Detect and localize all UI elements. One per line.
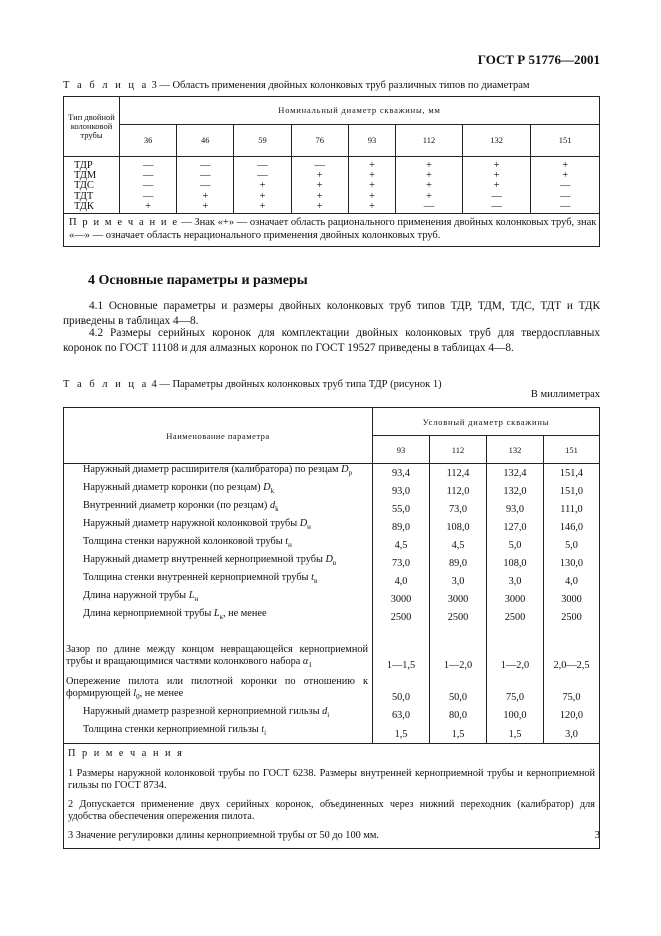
table4-cell: 3000 [544, 590, 600, 608]
table3-cell: — [142, 170, 154, 182]
table3-cell: — [491, 200, 502, 212]
table3-type-names [64, 157, 120, 214]
param-symbol: D [263, 482, 271, 494]
table-row [64, 572, 600, 590]
table4-cell: 112,4 [430, 464, 487, 483]
table3-diameter-header: 132 [462, 125, 530, 157]
table4-cell: 2500 [544, 608, 600, 626]
table4-param-name [64, 590, 373, 608]
paragraph-4-1: 4.1 Основные параметры и размеры двойных колонковых труб типов ТДР, ТДМ, ТДС, ТДТ и ТДК приведены в таблицах 4—8. [63, 300, 600, 327]
table4-caption-text: 4 — Параметры двойных колонковых труб типа ТДР (рисунок 1) [151, 379, 442, 390]
table4-cell: 50,0 [430, 674, 487, 706]
table4-cell: 4,0 [544, 572, 600, 590]
table-row [64, 500, 600, 518]
table4-cell: 73,0 [430, 500, 487, 518]
table4-cell: 93,0 [373, 482, 430, 500]
table3-cell: + [202, 200, 209, 212]
table4-cell: 132,4 [487, 464, 544, 483]
table4-cell: 1,5 [373, 724, 430, 743]
table3-caption [63, 80, 530, 91]
table-row [64, 590, 600, 608]
table3-cell: — [314, 160, 325, 171]
table4-cell: 4,5 [373, 536, 430, 554]
table3-cell: + [145, 200, 152, 212]
table3-cell: + [259, 200, 266, 212]
table3-value-column [291, 157, 348, 214]
table3-caption-text: 3 — Область применения двойных колонковых труб различных типов по диаметрам [151, 80, 530, 91]
table4-param-name [64, 674, 373, 706]
table4-param-name [64, 536, 373, 554]
table3-note-prefix: П р и м е ч а н и е [69, 217, 179, 229]
table3-value-column [177, 157, 234, 214]
param-symbol: l [133, 688, 137, 700]
param-symbol: D [341, 464, 349, 475]
table4-cell: 1,5 [430, 724, 487, 743]
table3-type-name: ТДС [74, 180, 94, 192]
table4-param-name [64, 608, 373, 626]
table4-cell: 75,0 [487, 674, 544, 706]
table3-type-name: ТДК [74, 200, 94, 212]
table3-cell: + [493, 180, 500, 192]
table-row [64, 536, 600, 554]
param-symbol: L [213, 608, 220, 620]
table4-cell: 1,5 [487, 724, 544, 743]
param-symbol-subscript: к [219, 613, 223, 622]
param-symbol-subscript: 1 [308, 661, 312, 670]
table4-cell: 108,0 [430, 518, 487, 536]
table3-diameter-header: 93 [348, 125, 395, 157]
param-label: Внутренний диаметр коронки (по резцам) [83, 500, 268, 512]
table4-cell: 5,0 [487, 536, 544, 554]
table3-diameter-group-header: Номинальный диаметр скважины, мм [120, 97, 600, 125]
table3-value-column [234, 157, 291, 214]
table4-cell: 1—2,0 [430, 626, 487, 674]
table3-cell: — [142, 180, 154, 192]
param-symbol-subscript: н [288, 541, 292, 550]
table3-type-name: ТДТ [74, 190, 94, 202]
table3-cell: + [562, 170, 569, 182]
param-suffix: , не менее [139, 688, 184, 700]
table3-cell: + [368, 190, 375, 202]
table4-cell: 2500 [373, 608, 430, 626]
table3-value-column [462, 157, 530, 214]
param-label: Наружный диаметр расширителя (калибратора) по резцам [83, 464, 339, 475]
table4-param-name [64, 572, 373, 590]
table3-cell: — [423, 200, 435, 212]
table3-cell: — [142, 190, 154, 202]
table4-cell: 132,0 [487, 482, 544, 500]
table3-cell: + [426, 190, 432, 202]
table4-cell: 73,0 [373, 554, 430, 572]
param-symbol-subscript: н [307, 523, 311, 532]
param-label: Длина наружной трубы [83, 590, 187, 602]
table-row [64, 706, 600, 724]
table3-cell: + [259, 190, 266, 202]
table3-cell: + [562, 160, 569, 171]
table3-value-column [348, 157, 395, 214]
table3-cell: + [368, 170, 375, 182]
table3-cell: — [200, 180, 211, 192]
table4-cell: 5,0 [544, 536, 600, 554]
param-label: Толщина стенки наружной колонковой трубы [83, 536, 283, 548]
table3-cell: + [426, 170, 432, 182]
table4-cell: 93,4 [373, 464, 430, 483]
table3-type-name: ТДМ [74, 170, 97, 182]
table4-param-name [64, 554, 373, 572]
table4-cell: 4,0 [373, 572, 430, 590]
table4-cell: 80,0 [430, 706, 487, 724]
table4-cell: 146,0 [544, 518, 600, 536]
table-row [64, 464, 600, 483]
table3-type-name: ТДР [74, 160, 93, 171]
table4-caption-prefix: Т а б л и ц а [63, 379, 149, 390]
table4-param-name [64, 706, 373, 724]
param-label: Наружный диаметр наружной колонковой трубы [83, 518, 298, 530]
table-row [64, 482, 600, 500]
table-row [64, 554, 600, 572]
table3-diameter-header: 46 [177, 125, 234, 157]
table4-cell: 2500 [487, 608, 544, 626]
param-symbol: α [302, 656, 309, 668]
param-symbol-subscript: 0 [136, 693, 140, 702]
table4-cell: 2500 [430, 608, 487, 626]
table4-cell: 112,0 [430, 482, 487, 500]
param-symbol: D [299, 518, 308, 530]
table3-cell: — [142, 160, 154, 171]
param-symbol: t [285, 536, 289, 548]
table4-param-name [64, 724, 373, 743]
table4-cell: 151,0 [544, 482, 600, 500]
table3-cell: + [316, 180, 323, 192]
table4-cell: 108,0 [487, 554, 544, 572]
param-label: Зазор по длине между концом невращающейся керноприемной трубы и вращающимися частями колонкового набора [66, 644, 368, 668]
param-symbol: d [322, 706, 328, 718]
param-symbol-subscript: i [327, 711, 330, 720]
table4-cell: 75,0 [544, 674, 600, 706]
table3-cell: — [559, 200, 571, 212]
table3-cell: + [493, 160, 500, 171]
table-row [64, 626, 600, 674]
table3 [63, 96, 600, 247]
page-number: 3 [594, 829, 600, 841]
table4-notes [64, 743, 600, 848]
table4-diameter-header: 132 [487, 436, 544, 464]
param-label: Толщина стенки внутренней керноприемной трубы [83, 572, 309, 584]
table4-cell: 130,0 [544, 554, 600, 572]
table4-diameter-group-header: Условный диаметр скважины [373, 408, 600, 436]
table4-cell: 100,0 [487, 706, 544, 724]
table3-cell: + [259, 180, 266, 192]
table4-cell: 151,4 [544, 464, 600, 483]
table3-type-header: Тип двойной колонковой трубы [64, 97, 120, 157]
table4-note-1: 1 Размеры наружной колонковой трубы по ГОСТ 6238. Размеры внутренней керноприемной трубы и керноприемной гильзы по ГОСТ 8734. [68, 767, 595, 791]
table3-diameter-header: 59 [234, 125, 291, 157]
table3-cell: + [316, 200, 323, 212]
paragraph-4-2: 4.2 Размеры серийных коронок для комплектации двойных колонковых труб для твердосплавных коронок по ГОСТ 11108 и для алмазных коронок по ГОСТ 19527 приведены в таблицах 4—8. [63, 327, 600, 354]
table3-value-column [120, 157, 177, 214]
param-symbol-subscript: k [275, 505, 279, 514]
param-symbol: t [261, 724, 265, 736]
table3-cell: — [200, 170, 211, 182]
param-label: Толщина стенки керноприемной гильзы [83, 724, 259, 736]
table4-param-name [64, 464, 373, 483]
table4-name-header: Наименование параметра [64, 408, 373, 464]
param-symbol: D [325, 554, 333, 566]
table3-cell: + [368, 180, 375, 192]
param-label: Длина керноприемной трубы [83, 608, 212, 620]
table4-cell: 1—2,0 [487, 626, 544, 674]
table4-cell: 50,0 [373, 674, 430, 706]
param-symbol-subscript: в [313, 577, 318, 586]
table4-cell: 63,0 [373, 706, 430, 724]
table4-cell: 3000 [487, 590, 544, 608]
table3-note [64, 214, 600, 247]
param-symbol: t [311, 572, 314, 584]
table4-cell: 111,0 [544, 500, 600, 518]
table3-cell: + [426, 160, 432, 171]
table3-caption-prefix: Т а б л и ц а [63, 80, 149, 91]
table4-diameter-header: 112 [430, 436, 487, 464]
table4-cell: 3000 [373, 590, 430, 608]
table4-cell: 4,5 [430, 536, 487, 554]
table4-cell: 2,0—2,5 [544, 626, 600, 674]
param-symbol-subscript: i [264, 729, 267, 738]
table3-diameter-header: 76 [291, 125, 348, 157]
table-row [64, 674, 600, 706]
table4-cell: 3,0 [544, 724, 600, 743]
param-symbol: L [188, 590, 195, 602]
table4-param-name [64, 500, 373, 518]
param-symbol-subscript: k [270, 487, 275, 496]
table3-diameter-header: 112 [396, 125, 463, 157]
table3-value-column [531, 157, 600, 214]
table3-cell: + [368, 200, 375, 212]
table3-cell: + [316, 190, 323, 202]
table4-cell: 55,0 [373, 500, 430, 518]
table4-notes-title: П р и м е ч а н и я [68, 747, 184, 759]
table3-cell: — [559, 190, 571, 202]
table4-cell: 3000 [430, 590, 487, 608]
table4-param-name [64, 626, 373, 674]
table3-cell: — [491, 190, 502, 202]
param-symbol-subscript: р [348, 469, 353, 478]
table4-param-name [64, 518, 373, 536]
table4-cell: 1—1,5 [373, 626, 430, 674]
param-label: Наружный диаметр разрезной керноприемной гильзы [83, 706, 320, 718]
table3-cell: + [316, 170, 323, 182]
param-label: Опережение пилота или пилотной коронки по отношению к формирующей [66, 676, 368, 700]
table4-units: В миллиметрах [530, 389, 600, 400]
param-label: Наружный диаметр коронки (по резцам) [83, 482, 261, 494]
table3-diameter-header: 36 [120, 125, 177, 157]
table3-row-group [64, 157, 600, 214]
table4-note-2: 2 Допускается применение двух серийных коронок, объединенных через нижний переходник (калибратор) для удобства обеспечения опережения пилота. [68, 798, 595, 822]
table4-param-name [64, 482, 373, 500]
standard-header: ГОСТ Р 51776—2001 [477, 52, 600, 67]
section-title: 4 Основные параметры и размеры [88, 273, 308, 288]
table3-cell: + [368, 160, 375, 171]
table3-cell: — [257, 170, 268, 182]
param-label: Наружный диаметр внутренней керноприемной трубы [83, 554, 323, 566]
table-row [64, 608, 600, 626]
table3-cell: — [200, 160, 211, 171]
table3-cell: — [559, 180, 571, 192]
table4-cell: 120,0 [544, 706, 600, 724]
table3-cell: + [202, 190, 209, 202]
table4-note-3: 3 Значение регулировки длины керноприемной трубы от 50 до 100 мм. [68, 829, 379, 841]
table4 [63, 407, 600, 849]
table3-value-column [396, 157, 463, 214]
table3-cell: — [257, 160, 268, 171]
param-symbol-subscript: н [194, 595, 199, 604]
table-row [64, 518, 600, 536]
table4-diameter-header: 151 [544, 436, 600, 464]
table3-cell: + [426, 180, 432, 192]
table3-note-text: — Знак «+» — означает область рационального применения двойных колонковых труб, знак «—» — означает область нерационального применения двойных колонковых труб. [69, 217, 597, 241]
table-row [64, 724, 600, 743]
param-suffix: , не менее [222, 608, 267, 620]
table4-diameter-header: 93 [373, 436, 430, 464]
table4-cell: 3,0 [487, 572, 544, 590]
table4-cell: 127,0 [487, 518, 544, 536]
param-symbol-subscript: в [332, 559, 337, 568]
table4-cell: 3,0 [430, 572, 487, 590]
param-symbol: d [269, 500, 276, 512]
table4-cell: 89,0 [430, 554, 487, 572]
table4-cell: 89,0 [373, 518, 430, 536]
table3-cell: + [493, 170, 500, 182]
table4-cell: 93,0 [487, 500, 544, 518]
table4-caption [63, 379, 442, 390]
table3-diameter-header: 151 [531, 125, 600, 157]
